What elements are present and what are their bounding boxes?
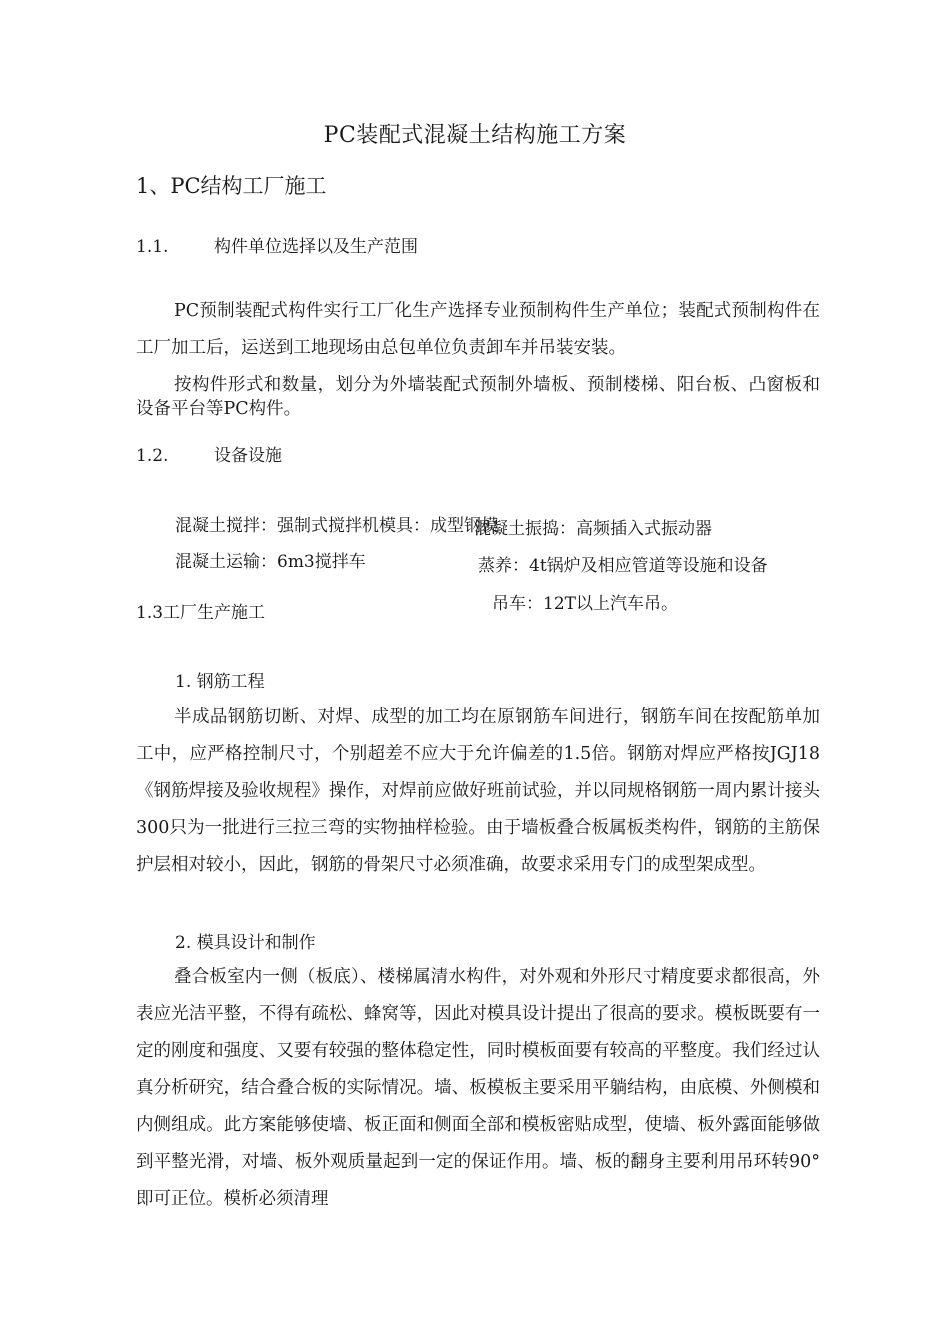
equipment-item: 混凝土搅拌：强制式搅拌机模具：成型钢模 (175, 516, 498, 536)
section-heading-1: 1、PC结构工厂施工 (136, 174, 327, 198)
equipment-item: 混凝土运输：6m3搅拌车 (175, 552, 366, 572)
equipment-item: 蒸养：4t锅炉及相应管道等设施和设备 (478, 556, 768, 576)
equipment-item: 混凝土振捣：高频插入式振动器 (474, 519, 712, 539)
equipment-item: 吊车：12T以上汽车吊。 (492, 594, 678, 614)
section-title: 构件单位选择以及生产范围 (214, 237, 418, 257)
section-number: 1.1. (136, 237, 169, 257)
section-title: 设备设施 (214, 446, 282, 466)
paragraph-production-unit: PC预制装配式构件实行工厂化生产选择专业预制构件生产单位；装配式预制构件在工厂加工后，运送到工地现场由总包单位负责卸车并吊装安装。 (136, 301, 820, 358)
paragraph-rebar: 半成品钢筋切断、对焊、成型的加工均在原钢筋车间进行，钢筋车间在按配筋单加工中，应严格控制尺寸，个别超差不应大于允许偏差的1.5倍。钢筋对焊应严格按JGJ18《钢筋焊接及验收规程》操作，对焊前应做好班前试验，并以同规格钢筋一周内累计接头300只为一批进行三拉三弯的实物抽样检验。由于墙板叠合板属板类构件，钢筋的主筋保护层相对较小，因此，钢筋的骨架尺寸必须准确，故要求采用专门的成型架成型。 (136, 707, 820, 875)
section-heading-1-2 (136, 441, 282, 466)
page-title: PC装配式混凝土结构施工方案 (323, 123, 627, 148)
section-heading-1-3: 1.3工厂生产施工 (136, 603, 266, 623)
paragraph-formwork: 叠合板室内一侧（板底）、楼梯属清水构件，对外观和外形尺寸精度要求都很高，外表应光洁平整，不得有疏松、蜂窝等，因此对模具设计提出了很高的要求。模板既要有一定的刚度和强度、又要有较强的整体稳定性，同时模板面要有较高的平整度。我们经过认真分析研究，结合叠合板的实际情况。墙、板模板主要采用平躺结构，由底模、外侧模和内侧组成。此方案能够使墙、板正面和侧面全部和模板密贴成型，使墙、板外露面能够做到平整光滑，对墙、板外观质量起到一定的保证作用。墙、板的翻身主要利用吊环转90°即可正位。模析必须清理 (136, 967, 820, 1209)
subsection-heading-formwork: 2. 模具设计和制作 (175, 933, 316, 953)
section-number: 1.2. (136, 446, 169, 466)
paragraph-component-types: 按构件形式和数量，划分为外墙装配式预制外墙板、预制楼梯、阳台板、凸窗板和设备平台等PC构件。 (136, 375, 820, 419)
section-heading-1-1 (136, 232, 418, 257)
subsection-heading-rebar: 1. 钢筋工程 (175, 672, 265, 692)
